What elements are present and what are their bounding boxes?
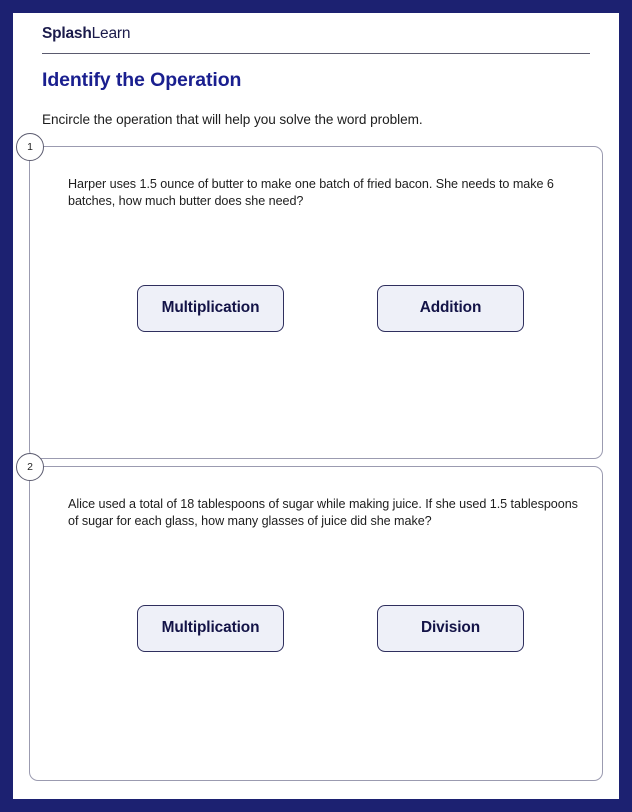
question-text: Harper uses 1.5 ounce of butter to make one batch of fried bacon. She needs to make 6 batches, how much butter does she need? (68, 177, 554, 208)
worksheet-instruction: Encircle the operation that will help you solve the word problem. (42, 112, 423, 127)
option-button-multiplication[interactable]: Multiplication (137, 285, 284, 332)
question-number-badge: 1 (16, 133, 44, 161)
splashlearn-logo (42, 24, 590, 44)
worksheet-page (13, 13, 619, 799)
page-title: Identify the Operation (42, 69, 242, 91)
worksheet-header (42, 24, 590, 54)
option-button-multiplication[interactable]: Multiplication (137, 605, 284, 652)
option-button-addition[interactable]: Addition (377, 285, 524, 332)
logo-learn-text: Learn (91, 25, 131, 42)
question-number-badge: 2 (16, 453, 44, 481)
question-card-1 (27, 141, 603, 459)
logo-splash-text: Splash (42, 25, 92, 42)
header-divider (42, 53, 590, 54)
question-text: Alice used a total of 18 tablespoons of sugar while making juice. If she used 1.5 tablespoons of sugar for each glass, how many glasses of juice did she make? (68, 497, 578, 528)
option-button-division[interactable]: Division (377, 605, 524, 652)
question-card-2 (27, 461, 603, 781)
